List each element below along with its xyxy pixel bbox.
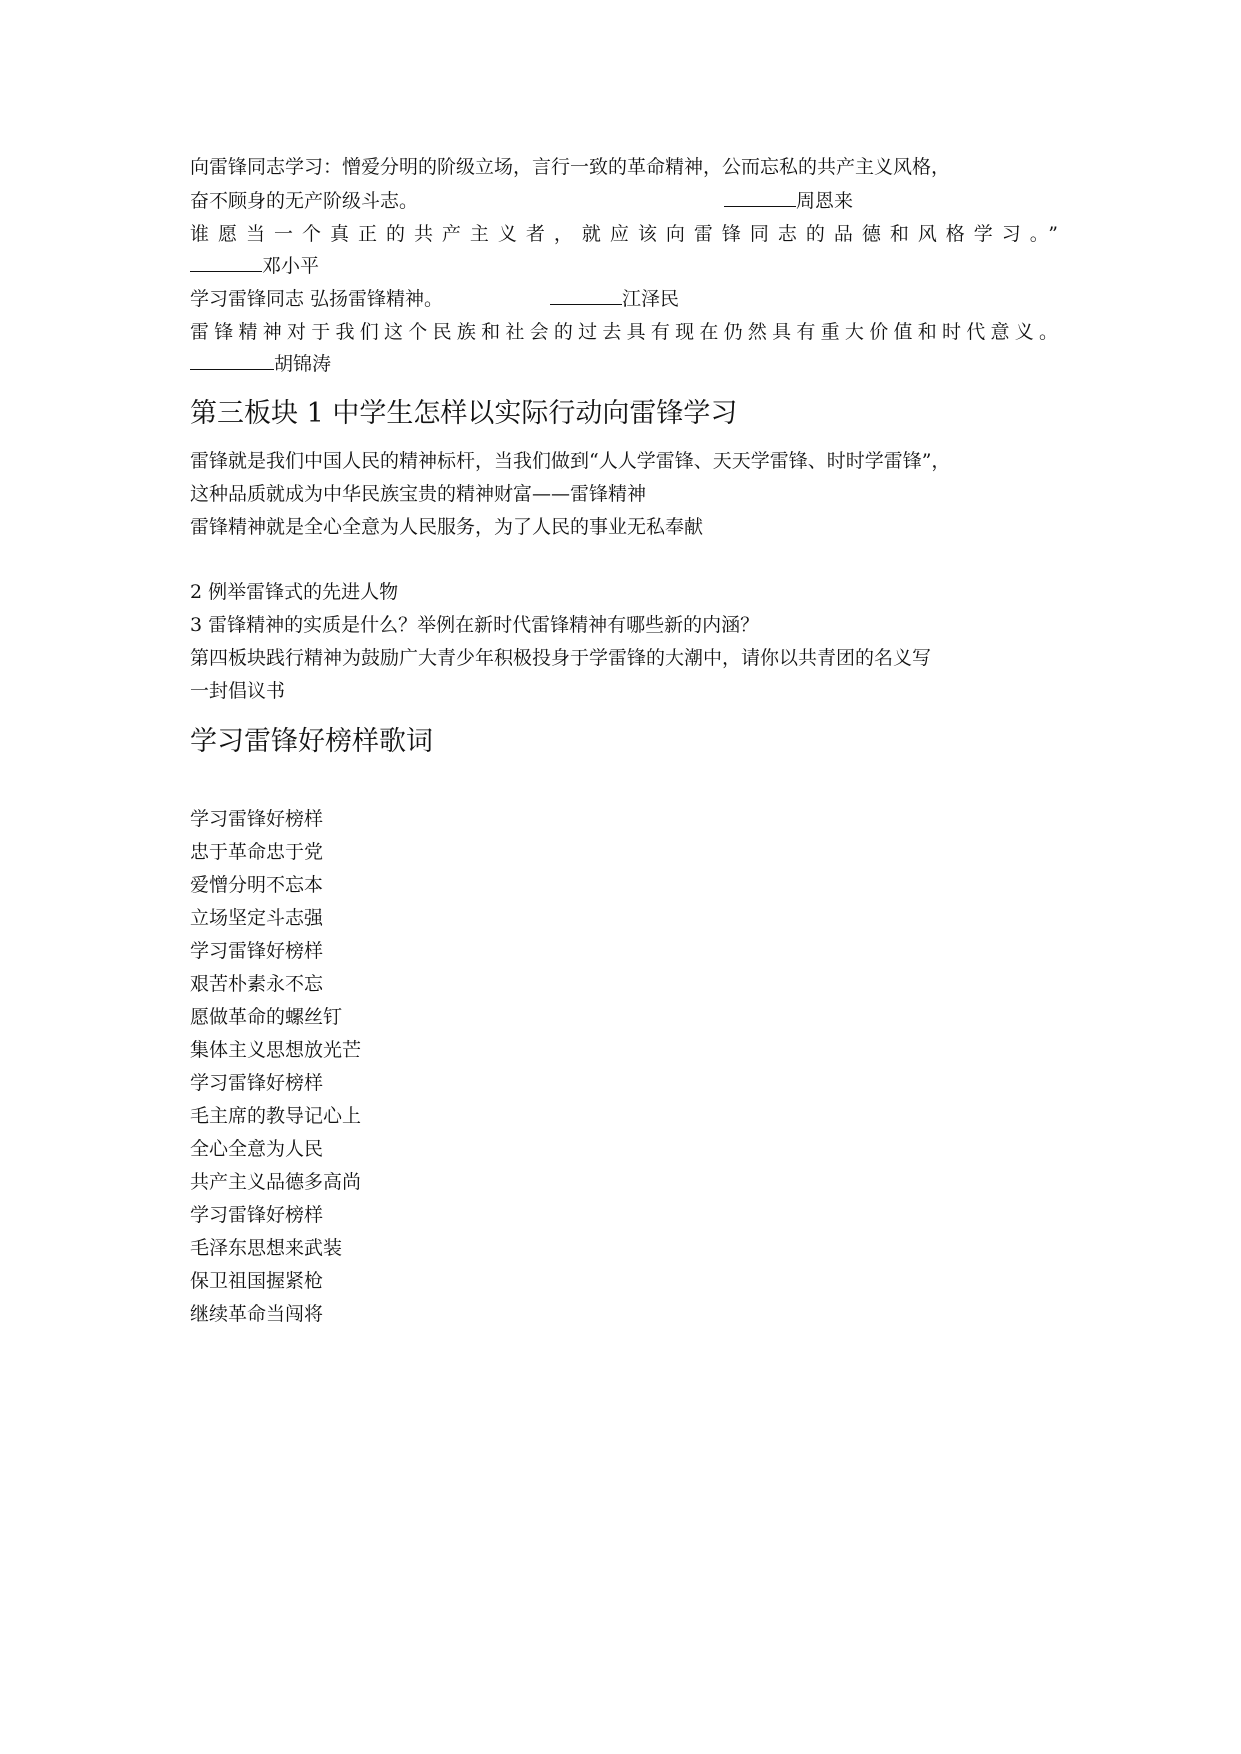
lyric-line: 学习雷锋好榜样 bbox=[190, 940, 324, 962]
quote-jiang-attribution bbox=[550, 284, 679, 311]
quote-deng-attribution bbox=[190, 251, 319, 278]
section3-heading: 第三板块 1 中学生怎样以实际行动向雷锋学习 bbox=[190, 398, 738, 429]
signature-blank bbox=[190, 270, 262, 272]
lyric-line: 学习雷锋好榜样 bbox=[190, 808, 324, 830]
lyric-line: 爱憎分明不忘本 bbox=[190, 874, 324, 896]
signature-blank bbox=[550, 303, 622, 305]
section4-line1: 第四板块践行精神为鼓励广大青少年积极投身于学雷锋的大潮中，请你以共青团的名义写 bbox=[190, 647, 932, 669]
question-2: 2 例举雷锋式的先进人物 bbox=[190, 581, 399, 603]
question-3: 3 雷锋精神的实质是什么？举例在新时代雷锋精神有哪些新的内涵？ bbox=[190, 614, 760, 636]
lyric-line: 保卫祖国握紧枪 bbox=[190, 1270, 324, 1292]
lyric-line: 立场坚定斗志强 bbox=[190, 907, 324, 929]
lyric-line: 学习雷锋好榜样 bbox=[190, 1204, 324, 1226]
section3-paragraph-line1: 雷锋就是我们中国人民的精神标杆，当我们做到“人人学雷锋、天天学雷锋、时时学雷锋”， bbox=[190, 450, 951, 472]
signature-blank bbox=[190, 368, 274, 370]
quote-jiang-line1: 学习雷锋同志 弘扬雷锋精神。 bbox=[190, 288, 444, 310]
lyric-line: 毛主席的教导记心上 bbox=[190, 1105, 362, 1127]
lyric-line: 全心全意为人民 bbox=[190, 1138, 324, 1160]
lyric-line: 学习雷锋好榜样 bbox=[190, 1072, 324, 1094]
quote-zhou-line2: 奋不顾身的无产阶级斗志。 bbox=[190, 190, 419, 212]
quote-deng-line1: 谁愿当一个真正的共产主义者，就应该向雷锋同志的品德和风格学习。” bbox=[190, 223, 1058, 245]
lyric-line: 共产主义品德多高尚 bbox=[190, 1171, 362, 1193]
section4-line2: 一封倡议书 bbox=[190, 680, 286, 702]
author-name: 胡锦涛 bbox=[274, 353, 332, 375]
quote-hu-attribution bbox=[190, 349, 331, 376]
quote-zhou-attribution bbox=[724, 186, 853, 213]
quote-hu-line1: 雷锋精神对于我们这个民族和社会的过去具有现在仍然具有重大价值和时代意义。 bbox=[190, 321, 1058, 343]
section3-paragraph-line2: 这种品质就成为中华民族宝贵的精神财富——雷锋精神 bbox=[190, 483, 647, 505]
lyric-line: 愿做革命的螺丝钉 bbox=[190, 1006, 343, 1028]
author-name: 周恩来 bbox=[796, 190, 854, 212]
lyric-line: 艰苦朴素永不忘 bbox=[190, 973, 324, 995]
lyric-line: 毛泽东思想来武装 bbox=[190, 1237, 343, 1259]
lyric-line: 集体主义思想放光芒 bbox=[190, 1039, 362, 1061]
quote-zhou-line1: 向雷锋同志学习：憎爱分明的阶级立场，言行一致的革命精神，公而忘私的共产主义风格， bbox=[190, 156, 951, 178]
song-title: 学习雷锋好榜样歌词 bbox=[190, 726, 433, 757]
lyric-line: 忠于革命忠于党 bbox=[190, 841, 324, 863]
author-name: 邓小平 bbox=[262, 255, 320, 277]
lyric-line: 继续革命当闯将 bbox=[190, 1303, 324, 1325]
signature-blank bbox=[724, 205, 796, 207]
section3-paragraph-line3: 雷锋精神就是全心全意为人民服务，为了人民的事业无私奉献 bbox=[190, 516, 704, 538]
author-name: 江泽民 bbox=[622, 288, 680, 310]
